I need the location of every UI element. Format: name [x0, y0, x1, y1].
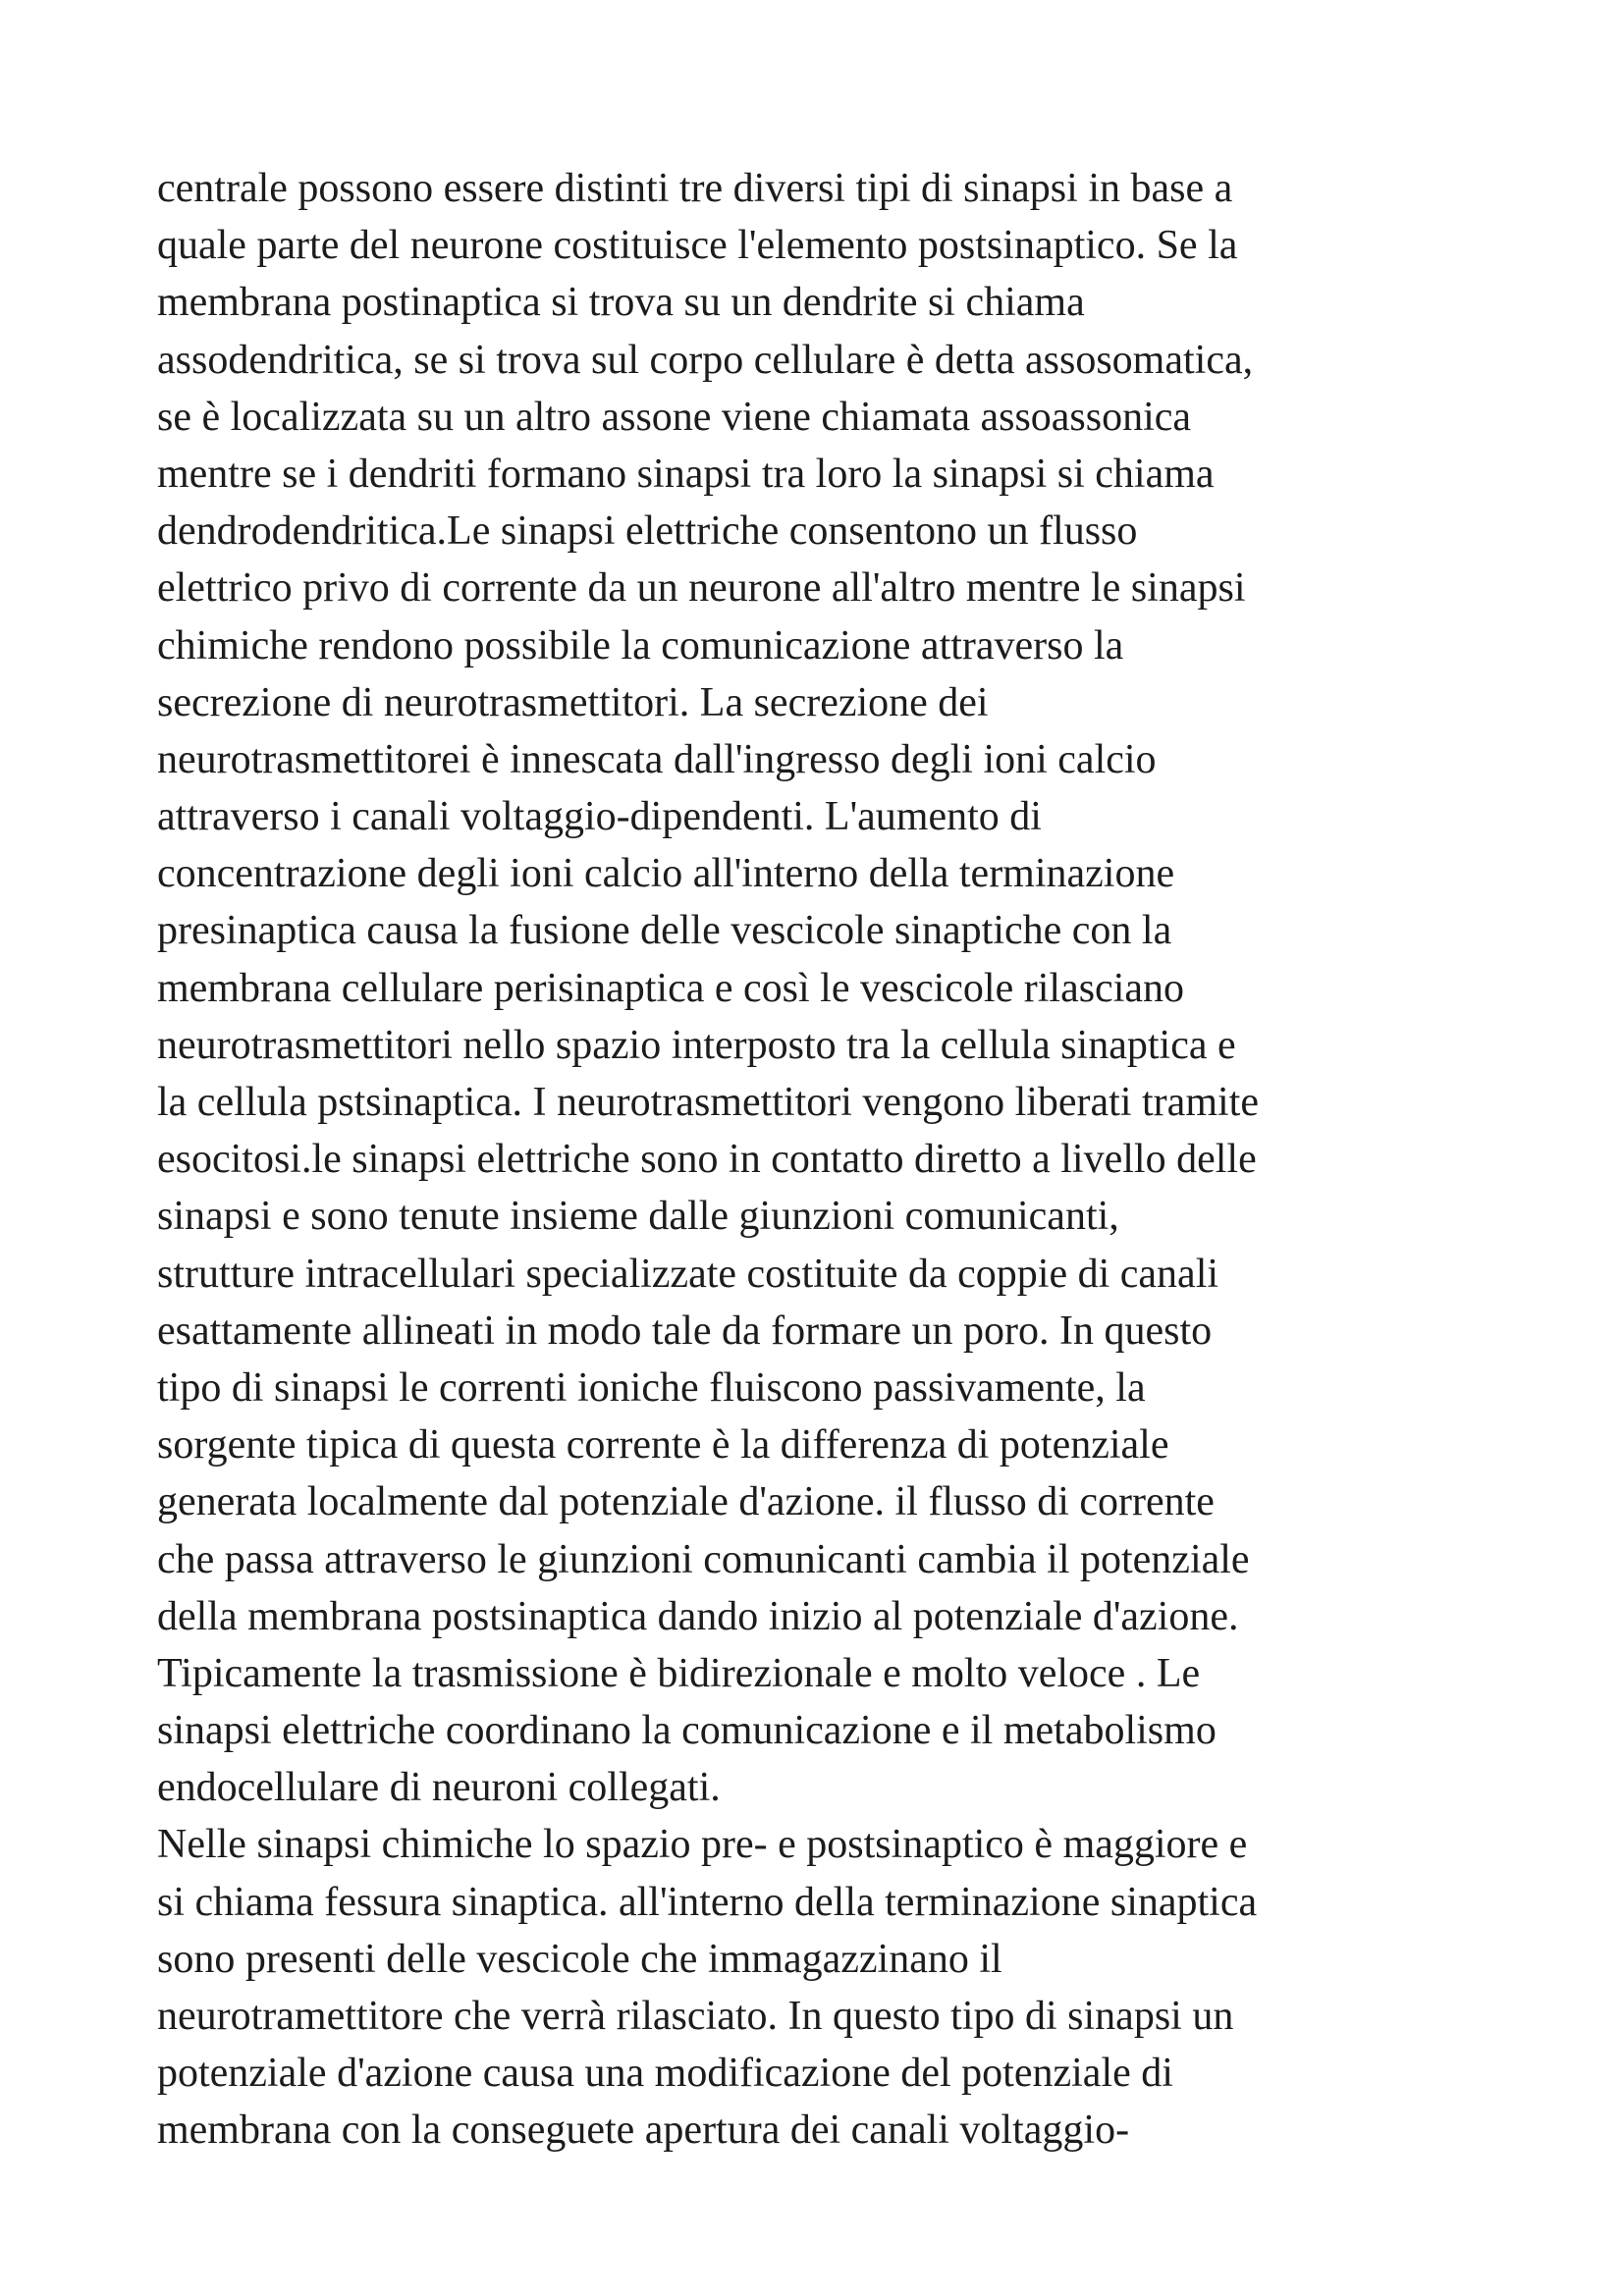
text-line: Nelle sinapsi chimiche lo spazio pre- e postsinaptico è maggiore e: [157, 1822, 1248, 1868]
text-line: secrezione di neurotrasmettitori. La secrezione dei: [157, 679, 989, 725]
text-line: esocitosi.le sinapsi elettriche sono in contatto diretto a livello delle: [157, 1137, 1257, 1183]
text-line: sono presenti delle vescicole che immagazzinano il: [157, 1936, 1002, 1982]
text-line: presinaptica causa la fusione delle vescicole sinaptiche con la: [157, 908, 1172, 954]
text-line: della membrana postsinaptica dando inizio al potenziale d'azione.: [157, 1593, 1239, 1639]
text-line: strutture intracellulari specializzate costituite da coppie di canali: [157, 1251, 1219, 1297]
text-line: generata localmente dal potenziale d'azione. il flusso di corrente: [157, 1479, 1215, 1525]
text-line: se è localizzata su un altro assone viene chiamata assoassonica: [157, 394, 1192, 440]
text-line: endocellulare di neuroni collegati.: [157, 1765, 721, 1811]
text-line: dendrodendritica.Le sinapsi elettriche consentono un flusso: [157, 508, 1138, 555]
text-line: concentrazione degli ioni calcio all'interno della terminazione: [157, 851, 1175, 897]
text-line: la cellula pstsinaptica. I neurotrasmettitori vengono liberati tramite: [157, 1080, 1259, 1125]
text-line: si chiama fessura sinaptica. all'interno della terminazione sinaptica: [157, 1879, 1258, 1925]
text-line: membrana cellulare perisinaptica e così le vescicole rilasciano: [157, 965, 1185, 1011]
text-line: che passa attraverso le giunzioni comunicanti cambia il potenziale: [157, 1536, 1250, 1582]
text-line: sinapsi elettriche coordinano la comunicazione e il metabolismo: [157, 1708, 1217, 1754]
text-line: assodendritica, se si trova sul corpo cellulare è detta assosomatica,: [157, 337, 1254, 383]
text-line: attraverso i canali voltaggio-dipendenti. L'aumento di: [157, 794, 1042, 840]
text-line: quale parte del neurone costituisce l'elemento postsinaptico. Se la: [157, 223, 1238, 269]
text-line: esattamente allineati in modo tale da formare un poro. In questo: [157, 1308, 1213, 1354]
body-text: [157, 160, 1512, 2160]
text-line: tipo di sinapsi le correnti ioniche fluiscono passivamente, la: [157, 1364, 1146, 1411]
text-line: mentre se i dendriti formano sinapsi tra loro la sinapsi si chiama: [157, 451, 1215, 497]
text-line: elettrico privo di corrente da un neurone all'altro mentre le sinapsi: [157, 565, 1246, 612]
text-line: potenziale d'azione causa una modificazione del potenziale di: [157, 2051, 1173, 2097]
text-line: chimiche rendono possibile la comunicazione attraverso la: [157, 622, 1124, 668]
text-line: neurotrasmettitori nello spazio interposto tra la cellula sinaptica e: [157, 1022, 1236, 1068]
text-line: centrale possono essere distinti tre diversi tipi di sinapsi in base a: [157, 166, 1233, 211]
text-line: neurotramettitore che verrà rilasciato. In questo tipo di sinapsi un: [157, 1994, 1234, 2039]
text-line: neurotrasmettitorei è innescata dall'ingresso degli ioni calcio: [157, 736, 1157, 782]
text-line: sinapsi e sono tenute insieme dalle giunzioni comunicanti,: [157, 1194, 1119, 1240]
text-line: membrana con la conseguete apertura dei canali voltaggio-: [157, 2108, 1130, 2154]
text-line: membrana postinaptica si trova su un dendrite si chiama: [157, 280, 1085, 326]
text-line: sorgente tipica di questa corrente è la differenza di potenziale: [157, 1422, 1169, 1468]
text-line: Tipicamente la trasmissione è bidirezionale e molto veloce . Le: [157, 1650, 1201, 1696]
